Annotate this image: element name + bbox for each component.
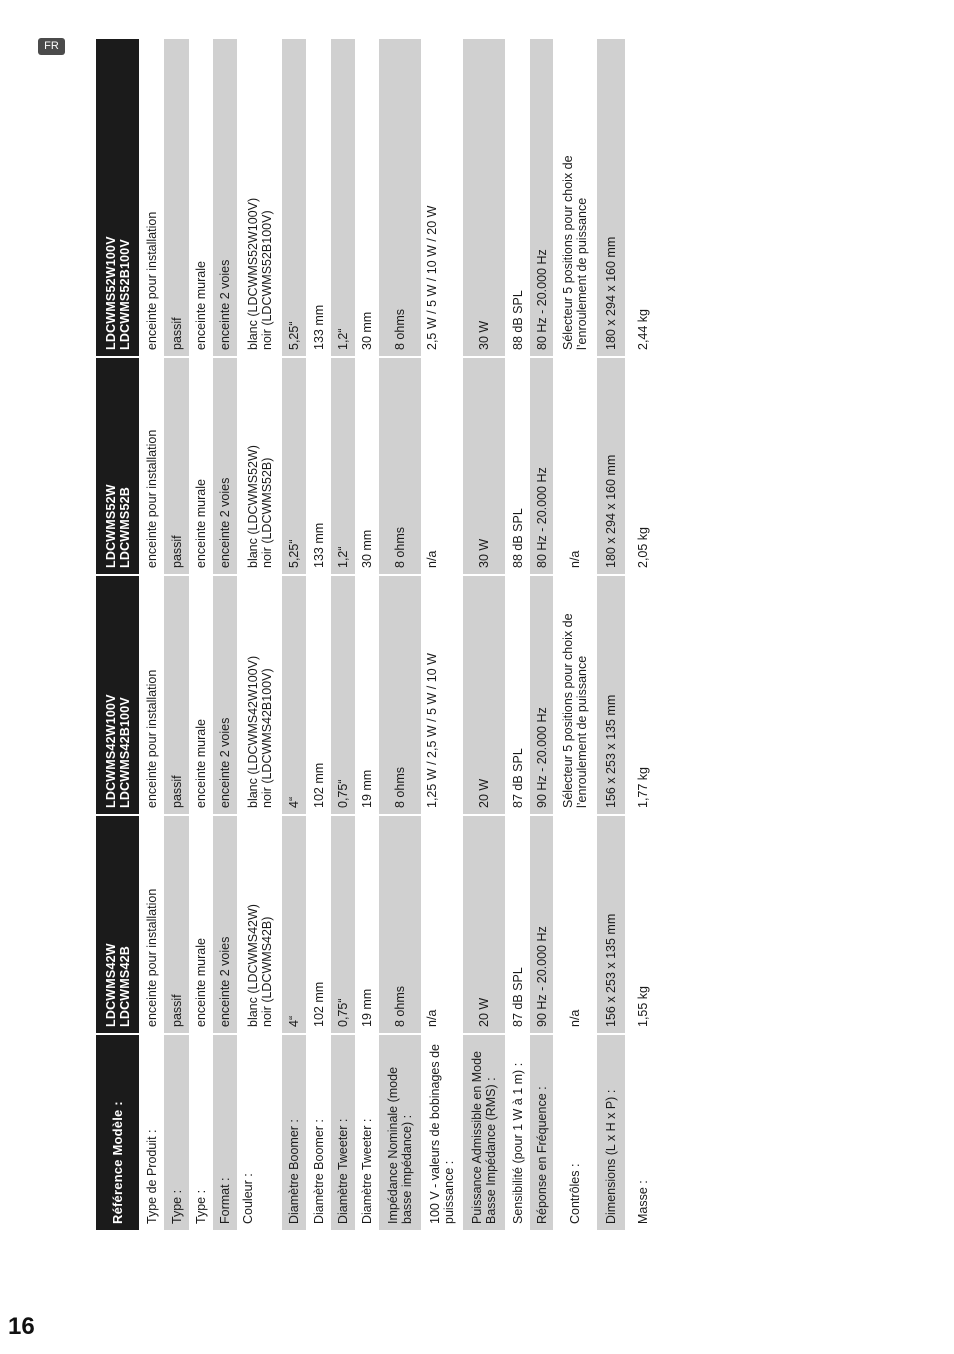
- row-label: Réponse en Fréquence :: [530, 1034, 553, 1230]
- row-value: 5,25“: [282, 357, 306, 575]
- row-value: 4“: [282, 575, 306, 815]
- row-value: 30 mm: [355, 38, 379, 357]
- row-value: 30 W: [463, 357, 505, 575]
- row-label: Format :: [213, 1034, 237, 1230]
- row-label: Puissance Admissible en Mode Basse Impédance (RMS) :: [463, 1034, 505, 1230]
- row-value: 5,25“: [282, 38, 306, 357]
- row-label: Type de Produit :: [139, 1034, 164, 1230]
- row-value: passif: [164, 815, 189, 1034]
- row-value: enceinte pour installation: [139, 357, 164, 575]
- row-label: Couleur :: [237, 1034, 282, 1230]
- row-value: 156 x 253 x 135 mm: [597, 575, 625, 815]
- row-value: blanc (LDCWMS42W100V) noir (LDCWMS42B100V): [237, 575, 282, 815]
- row-value: 2,44 kg: [625, 38, 661, 357]
- row-value: 2,5 W / 5 W / 10 W / 20 W: [421, 38, 463, 357]
- header-model: LDCWMS42W100V LDCWMS42B100V: [96, 575, 139, 815]
- row-value: blanc (LDCWMS52W) noir (LDCWMS52B): [237, 357, 282, 575]
- row-label: Diamètre Tweeter :: [331, 1034, 355, 1230]
- row-value: n/a: [553, 357, 597, 575]
- table-row: [139, 38, 164, 1230]
- row-value: enceinte 2 voies: [213, 815, 237, 1034]
- row-value: n/a: [421, 357, 463, 575]
- header-label: Référence Modèle :: [96, 1034, 139, 1230]
- table-row: [355, 38, 379, 1230]
- row-value: 180 x 294 x 160 mm: [597, 357, 625, 575]
- row-value: 19 mm: [355, 815, 379, 1034]
- row-value: 0,75“: [331, 815, 355, 1034]
- table-row: [530, 38, 553, 1230]
- row-value: 8 ohms: [379, 815, 421, 1034]
- row-value: 133 mm: [306, 38, 331, 357]
- row-value: 87 dB SPL: [505, 575, 530, 815]
- row-value: 1,25 W / 2,5 W / 5 W / 10 W: [421, 575, 463, 815]
- row-value: 2,05 kg: [625, 357, 661, 575]
- row-value: n/a: [553, 815, 597, 1034]
- row-value: 1,77 kg: [625, 575, 661, 815]
- row-label: Dimensions (L x H x P) :: [597, 1034, 625, 1230]
- row-value: 180 x 294 x 160 mm: [597, 38, 625, 357]
- header-model: LDCWMS52W100V LDCWMS52B100V: [96, 38, 139, 357]
- row-value: 80 Hz - 20.000 Hz: [530, 38, 553, 357]
- row-value: 4“: [282, 815, 306, 1034]
- row-value: 1,2“: [331, 38, 355, 357]
- row-label: Sensibilité (pour 1 W à 1 m) :: [505, 1034, 530, 1230]
- table-row: [597, 38, 625, 1230]
- row-value: 30 mm: [355, 357, 379, 575]
- row-value: 88 dB SPL: [505, 357, 530, 575]
- table-row: [331, 38, 355, 1230]
- row-value: Sélecteur 5 positions pour choix de l’enroulement de puissance: [553, 38, 597, 357]
- row-value: passif: [164, 38, 189, 357]
- row-value: Sélecteur 5 positions pour choix de l’enroulement de puissance: [553, 575, 597, 815]
- row-value: 87 dB SPL: [505, 815, 530, 1034]
- row-value: 102 mm: [306, 575, 331, 815]
- row-value: passif: [164, 575, 189, 815]
- table-row: [553, 38, 597, 1230]
- row-value: 0,75“: [331, 575, 355, 815]
- header-model: LDCWMS52W LDCWMS52B: [96, 357, 139, 575]
- row-value: enceinte 2 voies: [213, 575, 237, 815]
- row-label: 100 V - valeurs de bobinages de puissance :: [421, 1034, 463, 1230]
- page-number: 16: [8, 1313, 35, 1340]
- row-value: 156 x 253 x 135 mm: [597, 815, 625, 1034]
- row-value: 133 mm: [306, 357, 331, 575]
- table-row: [237, 38, 282, 1230]
- row-value: passif: [164, 357, 189, 575]
- row-value: 8 ohms: [379, 357, 421, 575]
- table-row: [463, 38, 505, 1230]
- row-value: enceinte pour installation: [139, 575, 164, 815]
- row-value: enceinte murale: [189, 357, 213, 575]
- row-label: Impédance Nominale (mode basse impédance) :: [379, 1034, 421, 1230]
- table-row: [505, 38, 530, 1230]
- row-value: 19 mm: [355, 575, 379, 815]
- row-value: 102 mm: [306, 815, 331, 1034]
- header-model: LDCWMS42W LDCWMS42B: [96, 815, 139, 1034]
- table-row: [379, 38, 421, 1230]
- table-header-row: [96, 38, 139, 1230]
- row-value: 90 Hz - 20.000 Hz: [530, 815, 553, 1034]
- row-value: 8 ohms: [379, 575, 421, 815]
- row-value: 90 Hz - 20.000 Hz: [530, 575, 553, 815]
- row-label: Diamètre Tweeter :: [355, 1034, 379, 1230]
- row-value: 8 ohms: [379, 38, 421, 357]
- spec-table-rotated: [96, 38, 650, 1230]
- row-value: 1,55 kg: [625, 815, 661, 1034]
- table-row: [306, 38, 331, 1230]
- row-label: Diamètre Boomer :: [306, 1034, 331, 1230]
- language-badge: FR: [38, 38, 65, 55]
- row-label: Contrôles :: [553, 1034, 597, 1230]
- table-row: [421, 38, 463, 1230]
- row-label: Type :: [164, 1034, 189, 1230]
- row-label: Type :: [189, 1034, 213, 1230]
- row-value: 30 W: [463, 38, 505, 357]
- row-value: 20 W: [463, 575, 505, 815]
- row-value: 80 Hz - 20.000 Hz: [530, 357, 553, 575]
- table-row: [282, 38, 306, 1230]
- table-row: [213, 38, 237, 1230]
- row-value: enceinte murale: [189, 815, 213, 1034]
- spec-table: [96, 37, 661, 1230]
- row-value: blanc (LDCWMS42W) noir (LDCWMS42B): [237, 815, 282, 1034]
- row-label: Masse :: [625, 1034, 661, 1230]
- row-value: enceinte 2 voies: [213, 38, 237, 357]
- row-value: enceinte murale: [189, 575, 213, 815]
- row-value: enceinte pour installation: [139, 815, 164, 1034]
- row-value: enceinte murale: [189, 38, 213, 357]
- row-value: blanc (LDCWMS52W100V) noir (LDCWMS52B100V): [237, 38, 282, 357]
- row-label: Diamètre Boomer :: [282, 1034, 306, 1230]
- row-value: enceinte 2 voies: [213, 357, 237, 575]
- row-value: n/a: [421, 815, 463, 1034]
- row-value: 1,2“: [331, 357, 355, 575]
- row-value: enceinte pour installation: [139, 38, 164, 357]
- table-row: [164, 38, 189, 1230]
- row-value: 20 W: [463, 815, 505, 1034]
- row-value: 88 dB SPL: [505, 38, 530, 357]
- table-row: [625, 38, 661, 1230]
- table-row: [189, 38, 213, 1230]
